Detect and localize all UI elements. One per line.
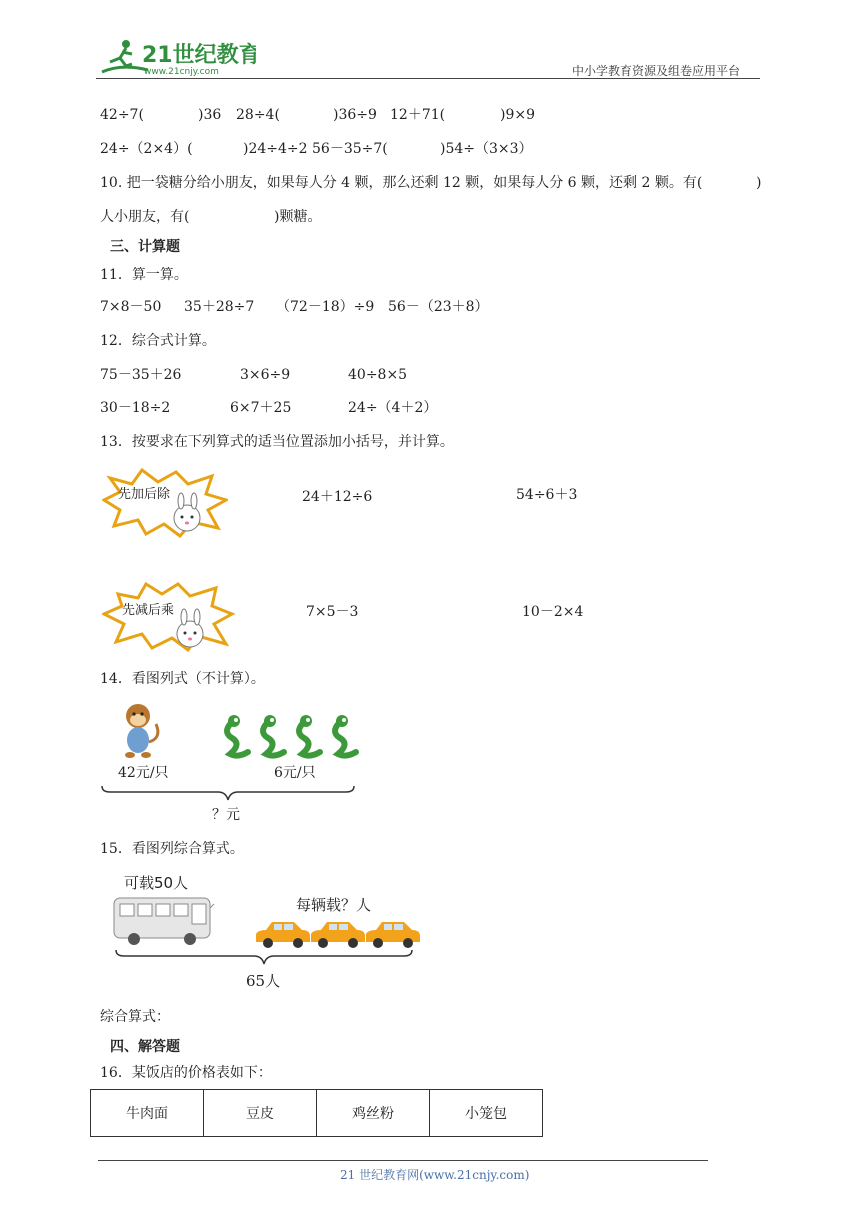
table-cell: 小笼包 — [430, 1090, 543, 1137]
q9-expr: 56－35÷7( — [312, 141, 388, 157]
q9-expr: )36 — [198, 107, 222, 123]
q9-expr: 12＋71( — [390, 107, 446, 123]
q10-line2b: )颗糖。 — [274, 209, 322, 225]
q12-expr: 75－35＋26 — [100, 367, 182, 383]
bus-label: 可载50人 — [124, 874, 189, 892]
q12-title: 12．综合式计算。 — [100, 333, 216, 349]
answer-label: 综合算式： — [100, 1009, 170, 1025]
q15-total: 65人 — [246, 972, 281, 990]
section-title: 四、解答题 — [110, 1039, 180, 1055]
price-table — [90, 1089, 543, 1137]
q12-expr: 3×6÷9 — [240, 367, 291, 383]
q13-expr: 24＋12÷6 — [302, 489, 373, 505]
svg-text:www.21cnjy.com: www.21cnjy.com — [144, 67, 219, 77]
q9-expr: )36÷9 — [333, 107, 377, 123]
q9-expr: )24÷4÷2 — [243, 141, 308, 157]
q11-expr: 56－（23＋8） — [388, 299, 489, 315]
table-cell: 鸡丝粉 — [317, 1090, 430, 1137]
q13-expr: 7×5－3 — [306, 604, 359, 620]
q14-total: ？元 — [212, 807, 240, 823]
q12-expr: 40÷8×5 — [348, 367, 408, 383]
monkey-icon — [116, 702, 166, 760]
q11-expr: 7×8－50 — [100, 299, 162, 315]
q11-expr: （72－18）÷9 — [276, 299, 375, 315]
table-cell: 豆皮 — [204, 1090, 317, 1137]
q9-expr: )54÷（3×3） — [440, 141, 533, 157]
total-brace — [100, 784, 356, 806]
q9-expr: 24÷（2×4）( — [100, 141, 193, 157]
header-divider — [96, 78, 760, 79]
section-title: 三、计算题 — [110, 239, 180, 255]
q12-expr: 24÷（4＋2） — [348, 400, 438, 416]
cars-illustration — [252, 918, 422, 950]
q12-expr: 30－18÷2 — [100, 400, 171, 416]
starburst-badge — [102, 468, 228, 538]
footer-divider — [98, 1160, 708, 1161]
q13-title: 13．按要求在下列算式的适当位置添加小括号，并计算。 — [100, 434, 454, 450]
svg-text:先减后乘: 先减后乘 — [122, 603, 175, 618]
total-brace — [114, 948, 414, 970]
bus-icon — [112, 892, 216, 948]
snakes-illustration — [218, 714, 368, 762]
svg-text:21世纪教育: 21世纪教育 — [142, 43, 256, 68]
q13-expr: 10－2×4 — [522, 604, 584, 620]
q14-title: 14．看图列式（不计算）。 — [100, 671, 265, 687]
starburst-badge — [102, 582, 236, 652]
site-logo — [96, 38, 256, 78]
q16-title: 16．某饭店的价格表如下： — [100, 1065, 272, 1081]
snake-price: 6元/只 — [274, 765, 316, 781]
q15-title: 15．看图列综合算式。 — [100, 841, 244, 857]
q9-expr: 28÷4( — [236, 107, 280, 123]
footer-link[interactable]: 21 世纪教育网(www.21cnjy.com) — [340, 1168, 530, 1182]
table-row — [91, 1090, 543, 1137]
q12-expr: 6×7＋25 — [230, 400, 292, 416]
monkey-price: 42元/只 — [118, 765, 169, 781]
q9-expr: )9×9 — [500, 107, 536, 123]
q10-line2a: 人小朋友，有( — [100, 209, 190, 225]
q11-title: 11．算一算。 — [100, 267, 188, 283]
q10-line1-close: ) — [756, 175, 762, 191]
q13-expr: 54÷6＋3 — [516, 487, 578, 503]
car-label: 每辆载？人 — [296, 896, 372, 914]
q10-line1: 10. 把一袋糖分给小朋友，如果每人分 4 颗，那么还剩 12 颗，如果每人分 6 颗，还剩 2 颗。有( — [100, 175, 703, 191]
svg-text:先加后除: 先加后除 — [118, 487, 171, 502]
table-cell: 牛肉面 — [91, 1090, 204, 1137]
platform-name: 中小学教育资源及组卷应用平台 — [572, 64, 741, 78]
q9-expr: 42÷7( — [100, 107, 144, 123]
q11-expr: 35＋28÷7 — [184, 299, 255, 315]
